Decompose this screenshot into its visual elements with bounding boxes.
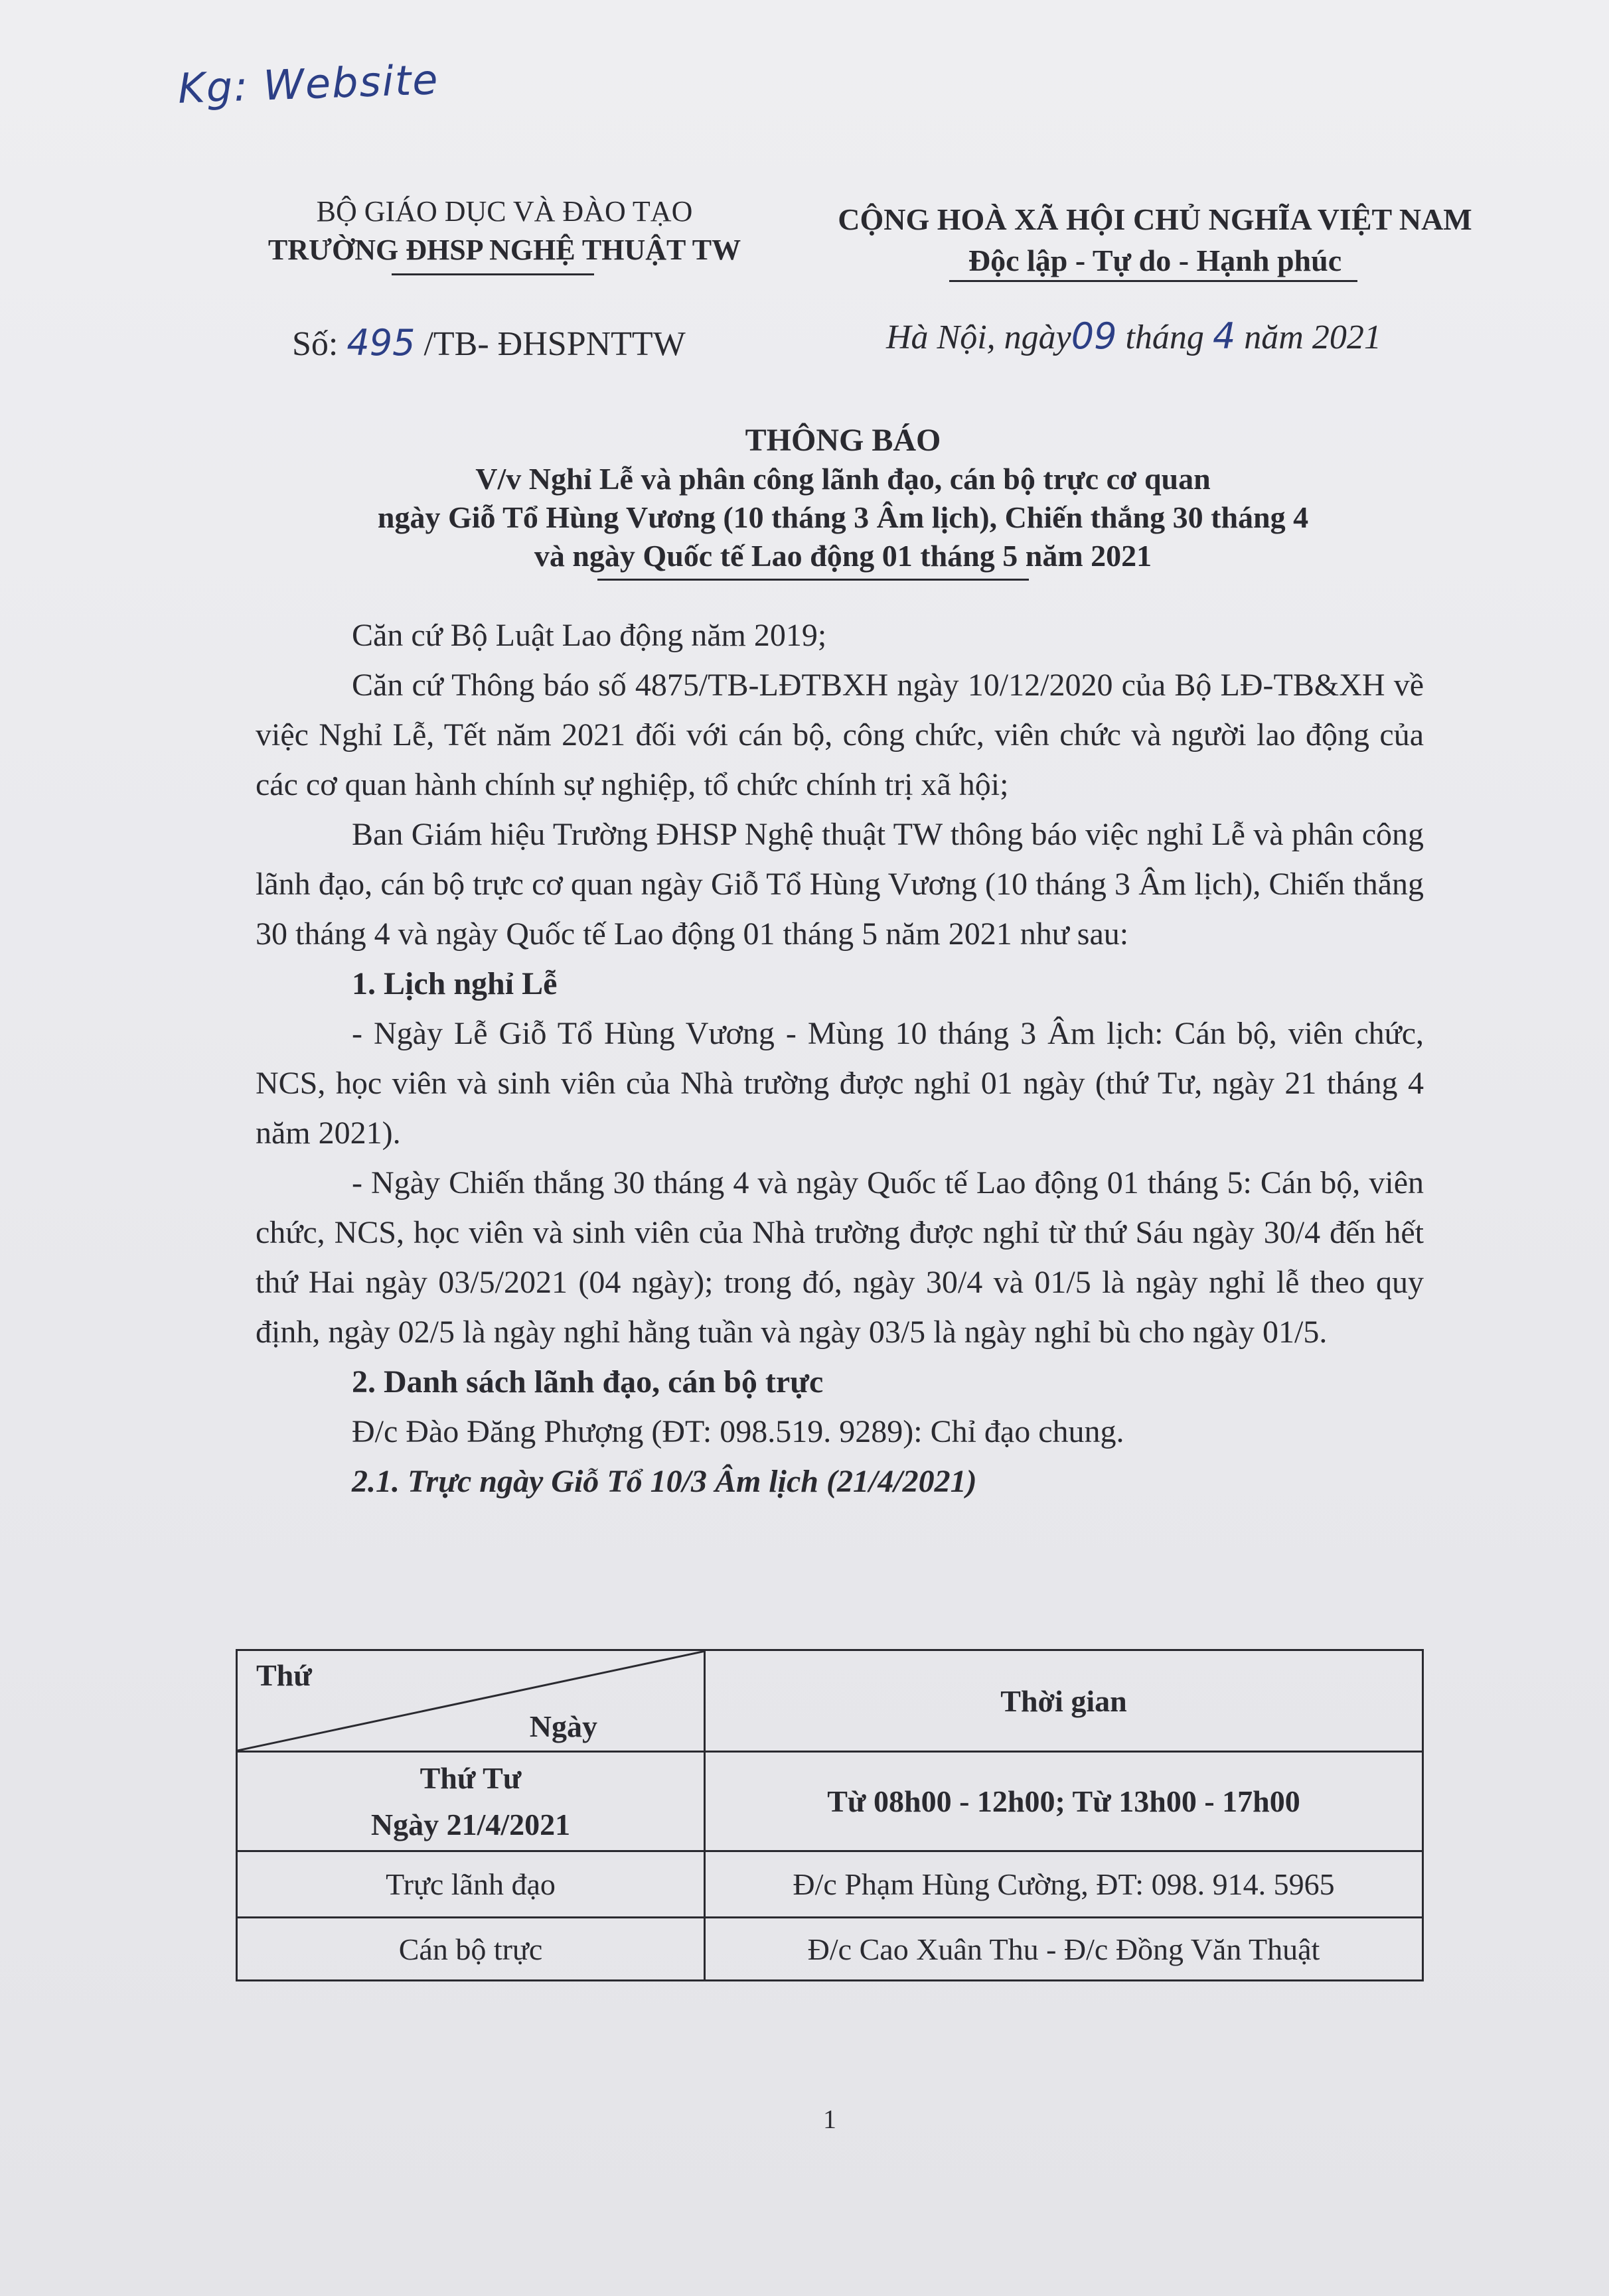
table-row [237, 1752, 1423, 1851]
motto-underline [949, 280, 1357, 282]
day-date: Ngày 21/4/2021 [370, 1807, 571, 1841]
title-subject-line-1: V/v Nghỉ Lễ và phân công lãnh đạo, cán bộ trực cơ quan [475, 462, 1211, 496]
section-heading: 1. Lịch nghỉ Lễ [352, 966, 558, 1001]
date-month-handwritten: 4 [1212, 315, 1236, 357]
corner-label-ngay: Ngày [529, 1709, 597, 1743]
date-month-label: tháng [1125, 319, 1204, 356]
ministry-name: BỘ GIÁO DỤC VÀ ĐÀO TẠO [316, 195, 693, 228]
national-header [823, 199, 1487, 281]
table-row [237, 1918, 1423, 1981]
national-motto: Độc lập - Tự do - Hạnh phúc [968, 244, 1342, 277]
corner-label-thu: Thứ [256, 1658, 312, 1692]
table-row [237, 1851, 1423, 1918]
title-subject-line-3: và ngày Quốc tế Lao động 01 tháng 5 năm 2021 [534, 539, 1152, 573]
person-cell: Đ/c Phạm Hùng Cường, ĐT: 098. 914. 5965 [705, 1851, 1423, 1918]
handwritten-note: Kg: Website [177, 55, 440, 113]
table-header-row [237, 1650, 1423, 1752]
time-cell: Từ 08h00 - 12h00; Từ 13h00 - 17h00 [705, 1752, 1423, 1851]
doc-number-suffix: /TB- ĐHSPNTTW [423, 325, 686, 363]
paragraph: Đ/c Đào Đăng Phượng (ĐT: 098.519. 9289): Chỉ đạo chung. [352, 1414, 1124, 1449]
issue-date [886, 315, 1381, 357]
paragraph: - Ngày Chiến thắng 30 tháng 4 và ngày Quốc tế Lao động 01 tháng 5: Cán bộ, viên chức, NCS, học viên và sinh viên của Nhà trường được nghỉ từ thứ Sáu ngày 30/4 đến hết thứ Hai ngày 03/5/2021 (04 ngày); trong đó, ngày 30/4 và 01/5 là ngày nghỉ lễ theo quy định, ngày 02/5 là ngày nghỉ hằng tuần và ngày 03/5 là ngày nghỉ bù cho ngày 01/5. [256, 1165, 1424, 1350]
paragraph: Căn cứ Thông báo số 4875/TB-LĐTBXH ngày 10/12/2020 của Bộ LĐ-TB&XH về việc Nghỉ Lễ, Tết năm 2021 đối với cán bộ, công chức, viên chức và người lao động của các cơ quan hành chính sự nghiệp, tổ chức chính trị xã hội; [256, 668, 1424, 802]
time-column-header: Thời gian [705, 1650, 1423, 1752]
date-year: năm 2021 [1244, 319, 1381, 356]
subsection-heading: 2.1. Trực ngày Giỗ Tổ 10/3 Âm lịch (21/4/2021) [352, 1464, 977, 1499]
duty-schedule-table [236, 1649, 1424, 1981]
title-main: THÔNG BÁO [745, 423, 941, 458]
paragraph: - Ngày Lễ Giỗ Tổ Hùng Vương - Mùng 10 tháng 3 Âm lịch: Cán bộ, viên chức, NCS, học viên và sinh viên của Nhà trường được nghỉ 01 ngày (thứ Tư, ngày 21 tháng 4 năm 2021). [256, 1016, 1424, 1151]
document-body [256, 610, 1424, 1506]
person-cell: Đ/c Cao Xuân Thu - Đ/c Đồng Văn Thuật [705, 1918, 1423, 1981]
corner-header-cell [237, 1650, 705, 1752]
day-name: Thứ Tư [420, 1760, 522, 1795]
role-cell: Trực lãnh đạo [237, 1851, 705, 1918]
role-cell: Cán bộ trực [237, 1918, 705, 1981]
title-underline [597, 579, 1029, 581]
paragraph: Ban Giám hiệu Trường ĐHSP Nghệ thuật TW thông báo việc nghỉ Lễ và phân công lãnh đạo, cán bộ trực cơ quan ngày Giỗ Tổ Hùng Vương (10 tháng 3 Âm lịch), Chiến thắng 30 tháng 4 và ngày Quốc tế Lao động 01 tháng 5 năm 2021 như sau: [256, 817, 1424, 952]
issuer-header [239, 192, 770, 269]
section-heading: 2. Danh sách lãnh đạo, cán bộ trực [352, 1364, 824, 1399]
doc-number-handwritten: 495 [346, 322, 416, 364]
country-name: CỘNG HOÀ XÃ HỘI CHỦ NGHĨA VIỆT NAM [838, 202, 1472, 236]
page-number: 1 [823, 2104, 836, 2134]
title-subject-line-2: ngày Giỗ Tổ Hùng Vương (10 tháng 3 Âm lịch), Chiến thắng 30 tháng 4 [377, 500, 1309, 534]
day-cell [237, 1752, 705, 1851]
date-day-handwritten: 09 [1071, 315, 1117, 357]
document-title [252, 421, 1434, 575]
doc-number-prefix: Số: [292, 325, 339, 363]
school-name-underline [392, 273, 594, 275]
paragraph: Căn cứ Bộ Luật Lao động năm 2019; [352, 618, 827, 653]
date-place: Hà Nội, ngày [886, 319, 1071, 356]
document-number [292, 322, 686, 364]
school-name: TRƯỜNG ĐHSP NGHỆ THUẬT TW [268, 234, 741, 266]
